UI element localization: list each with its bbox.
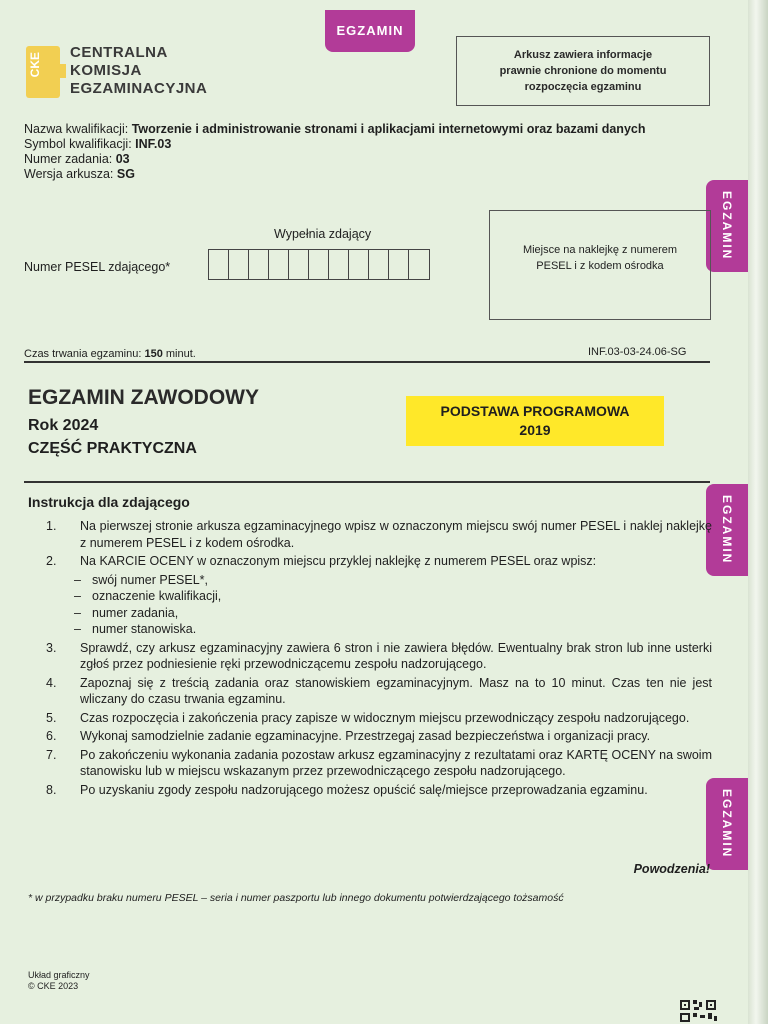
instructions-title: Instrukcja dla zdającego bbox=[28, 494, 190, 510]
divider bbox=[24, 481, 710, 483]
instruction-item: 6. Wykonaj samodzielnie zadanie egzaminacyjne. Przestrzegaj zasad bezpieczeństwa i organizacji pracy. bbox=[46, 729, 651, 743]
logo-line: KOMISJA bbox=[70, 62, 142, 79]
exam-part: CZĘŚĆ PRAKTYCZNA bbox=[28, 440, 197, 457]
logo-line: EGZAMINACYJNA bbox=[70, 80, 208, 97]
instruction-item: 1. Na pierwszej stronie arkusza egzaminacyjnego wpisz w oznaczonym miejscu swój numer PESEL i naklej naklejkę z numerem PESEL i z kodem ośrodka. bbox=[46, 519, 712, 550]
pesel-digit-cell[interactable] bbox=[349, 250, 369, 279]
instruction-sub-item: – oznaczenie kwalifikacji, bbox=[74, 589, 222, 603]
divider bbox=[24, 361, 710, 363]
cke-logo-mark bbox=[26, 46, 60, 98]
pesel-digit-cell[interactable] bbox=[389, 250, 409, 279]
duration-value: 150 bbox=[144, 348, 163, 360]
pesel-digit-cell[interactable] bbox=[369, 250, 389, 279]
instruction-item: 8. Po uzyskaniu zgody zespołu nadzorującego możesz opuścić salę/miejsce przeprowadzania egzaminu. bbox=[46, 782, 648, 797]
qr-code-icon bbox=[680, 1000, 720, 1022]
qualification-symbol-row: Symbol kwalifikacji: INF.03 bbox=[24, 137, 172, 151]
pesel-input-grid[interactable] bbox=[208, 249, 430, 280]
instruction-sub-item: – numer zadania, bbox=[74, 605, 179, 620]
legal-notice-line: prawnie chronione do momentu bbox=[499, 65, 667, 77]
pesel-digit-cell[interactable] bbox=[329, 250, 349, 279]
page-edge bbox=[748, 0, 768, 1024]
exam-title: EGZAMIN ZAWODOWY bbox=[28, 386, 259, 409]
task-number-row: Numer zadania: 03 bbox=[24, 152, 130, 166]
pesel-digit-cell[interactable] bbox=[289, 250, 309, 279]
egzamin-tab-top: EGZAMIN bbox=[325, 10, 415, 52]
pesel-footnote: * w przypadku braku numeru PESEL – seria i numer paszportu lub innego dokumentu potwierdzającego tożsamość bbox=[28, 892, 564, 904]
sheet-version: SG bbox=[116, 167, 135, 181]
task-number: 03 bbox=[115, 152, 130, 166]
pesel-digit-cell[interactable] bbox=[309, 250, 329, 279]
pesel-label: Numer PESEL zdającego* bbox=[24, 260, 171, 274]
pesel-digit-cell[interactable] bbox=[409, 250, 429, 279]
pesel-digit-cell[interactable] bbox=[269, 250, 289, 279]
sticker-box-line: PESEL i z kodem ośrodka bbox=[536, 260, 664, 272]
qualification-name: Tworzenie i administrowanie stronami i aplikacjami internetowymi oraz bazami danych bbox=[131, 122, 646, 136]
pesel-digit-cell[interactable] bbox=[249, 250, 269, 279]
instructions-list bbox=[40, 518, 712, 800]
legal-notice-line: Arkusz zawiera informacje bbox=[513, 49, 653, 61]
logo-line: CENTRALNA bbox=[70, 44, 168, 61]
qualification-meta bbox=[24, 122, 645, 182]
pesel-digit-cell[interactable] bbox=[209, 250, 229, 279]
filled-by-label: Wypełnia zdający bbox=[274, 227, 372, 241]
egzamin-tab-side-2: EGZAMIN bbox=[706, 484, 748, 576]
exam-year: Rok 2024 bbox=[28, 417, 99, 434]
pesel-digit-cell[interactable] bbox=[229, 250, 249, 279]
sticker-box bbox=[489, 210, 711, 320]
sheet-version-row: Wersja arkusza: SG bbox=[24, 167, 135, 181]
legal-notice-line: rozpoczęcia egzaminu bbox=[524, 81, 642, 93]
instruction-sub-item: – swój numer PESEL*, bbox=[74, 572, 209, 587]
curriculum-badge: PODSTAWA PROGRAMOWA 2019 bbox=[406, 396, 664, 446]
legal-notice-box bbox=[456, 36, 710, 106]
instruction-sub-item: – numer stanowiska. bbox=[74, 622, 197, 636]
exam-duration: Czas trwania egzaminu: 150 minut. bbox=[24, 348, 196, 360]
instruction-item: 2. Na KARCIE OCENY w oznaczonym miejscu przyklej naklejkę z numerem PESEL oraz wpisz: bbox=[46, 554, 597, 568]
cke-logo-text bbox=[70, 44, 207, 98]
instruction-item: 3. Sprawdź, czy arkusz egzaminacyjny zawiera 6 stron i nie zawiera błędów. Ewentualny brak stron lub inne usterki zgłoś przez podniesienie ręki przewodniczącemu zespołu nadzorującego. bbox=[46, 640, 712, 671]
qualification-name-row: Nazwa kwalifikacji: Tworzenie i administrowanie stronami i aplikacjami internetowymi oraz bazami danych bbox=[24, 122, 646, 136]
logo-mark-text: CKE bbox=[28, 52, 42, 78]
sticker-box-line: Miejsce na naklejkę z numerem bbox=[522, 244, 678, 256]
qualification-symbol: INF.03 bbox=[135, 137, 172, 151]
egzamin-tab-side-1: EGZAMIN bbox=[706, 180, 748, 272]
good-luck-text: Powodzenia! bbox=[633, 862, 710, 876]
sheet-code: INF.03-03-24.06-SG bbox=[588, 346, 687, 358]
egzamin-tab-side-3: EGZAMIN bbox=[706, 778, 748, 870]
instruction-item: 5. Czas rozpoczęcia i zakończenia pracy zapisze w widocznym miejscu przewodniczący zespołu nadzorującego. bbox=[46, 710, 690, 725]
instruction-item: 7. Po zakończeniu wykonania zadania pozostaw arkusz egzaminacyjny z rezultatami oraz KARTĘ OCENY na swoim stanowisku lub w miejscu wskazanym przez przewodniczącego zespołu nadzorującego. bbox=[46, 747, 712, 778]
instruction-item: 4. Zapoznaj się z treścią zadania oraz stanowiskiem egzaminacyjnym. Masz na to 10 minut. Czas ten nie jest wliczany do czasu trwania egzaminu. bbox=[46, 675, 712, 706]
layout-credit: Układ graficzny © CKE 2023 bbox=[28, 970, 90, 991]
